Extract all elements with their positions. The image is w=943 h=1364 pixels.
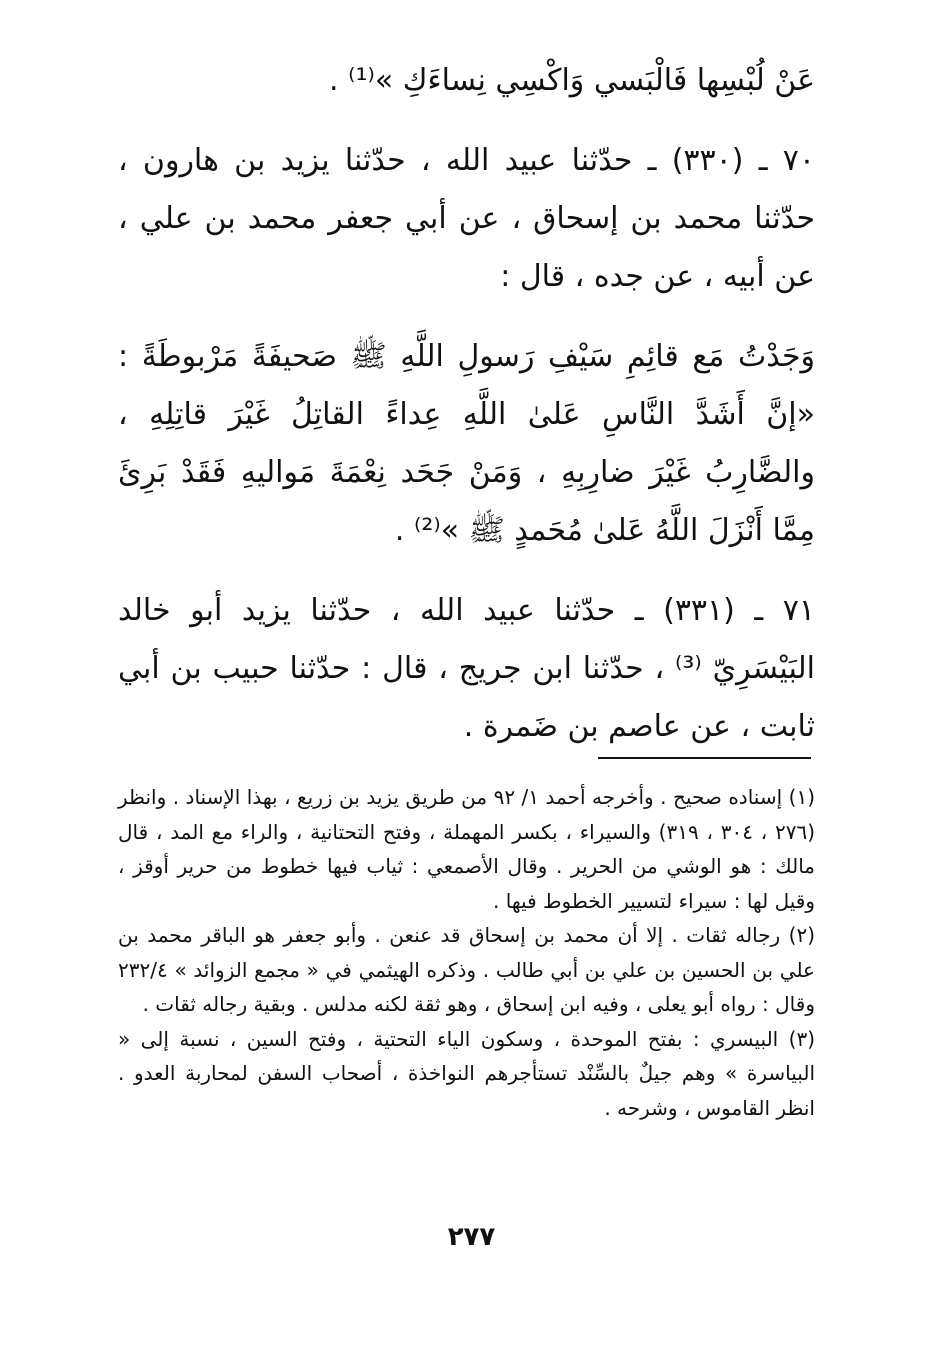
footnotes — [118, 780, 815, 1125]
continued-hadith-line: عَنْ لُبْسِها فَالْبَسي وَاكْسِي نِساءَكِ »⁽¹⁾ . — [329, 63, 815, 98]
footnote-2: (٢) رجاله ثقات . إلا أن محمد بن إسحاق قد عنعن . وأبو جعفر هو الباقر محمد بن علي بن الحسين بن علي بن أبي طالب . وذكره الهيثمي في « مجمع الزوائد » ٢٣٢/٤ وقال : رواه أبو يعلى ، وفيه ابن إسحاق ، وهو ثقة لكنه مدلس . وبقية رجاله ثقات . — [118, 923, 815, 1016]
hadith-70-chain: ٧٠ ـ (٣٣٠) ـ حدّثنا عبيد الله ، حدّثنا يزيد بن هارون ، حدّثنا محمد بن إسحاق ، عن أبي جعفر محمد بن علي ، عن أبيه ، عن جده ، قال : — [118, 143, 815, 294]
page-number: ٢٧٧ — [447, 1222, 496, 1252]
hadith-71-chain: ٧١ ـ (٣٣١) ـ حدّثنا عبيد الله ، حدّثنا يزيد أبو خالد البَيْسَرِيّ ⁽³⁾ ، حدّثنا ابن جريج ، قال : حدّثنا حبيب بن أبي ثابت ، عن عاصم بن ضَمرة . — [118, 593, 815, 744]
footnote-1: (١) إسناده صحيح . وأخرجه أحمد ١/ ٩٢ من طريق يزيد بن زريع ، بهذا الإسناد . وانظر (٢٧٦ ، ٣٠٤ ، ٣١٩) والسيراء ، بكسر المهملة ، وفتح التحتانية ، والراء مع المد ، قال مالك : هو الوشي من الحرير . وقال الأصمعي : ثياب فيها خطوط من حرير أوقز ، وقيل لها : سيراء لتسيير الخطوط فيها . — [118, 785, 816, 913]
hadith-70-text: وَجَدْتُ مَع قائِمِ سَيْفِ رَسولِ اللَّهِ ﷺ صَحيفَةً مَرْبوطَةً : «إنَّ أَشَدَّ النَّاسِ عَلىٰ اللَّهِ عِداءً القاتِلُ غَيْرَ قاتِلِهِ ، والضَّارِبُ غَيْرَ ضارِبِهِ ، وَمَنْ جَحَد نِعْمَةَ مَواليهِ فَقَدْ بَرِئَ مِمَّا أَنْزَلَ اللَّهُ عَلىٰ مُحَمدٍ ﷺ »⁽²⁾ . — [118, 339, 815, 548]
footnote-3: (٣) البيسري : بفتح الموحدة ، وسكون الياء التحتية ، وفتح السين ، نسبة إلى « البياسرة » وهم جيلٌ بالسِّنْد تستأجرهم النواخذة ، أصحاب السفن لمحاربة العدو . انظر القاموس ، وشرحه . — [118, 1026, 815, 1120]
footnote-separator — [598, 757, 811, 759]
main-text — [118, 52, 815, 756]
